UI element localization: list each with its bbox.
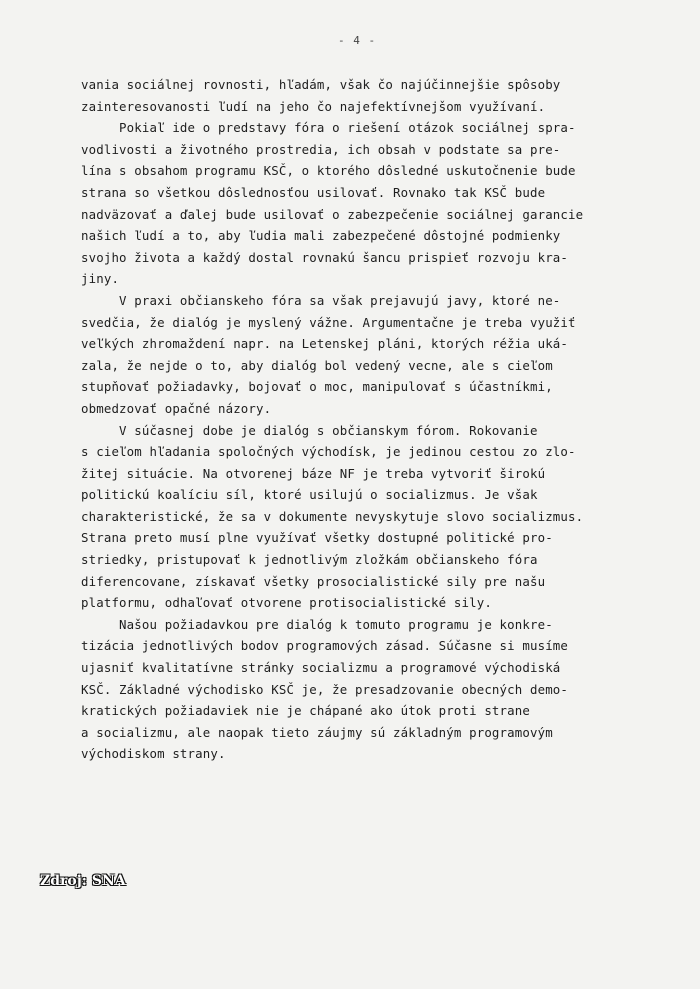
source-label: Zdroj: SNA: [40, 873, 126, 889]
text-line: striedky, pristupovať k jednotlivým zložkám občianskeho fóra: [81, 552, 538, 568]
text-line: Strana preto musí plne využívať všetky dostupné politické pro-: [81, 530, 553, 546]
text-line: a socializmu, ale naopak tieto záujmy sú základným programovým: [81, 724, 553, 740]
text-line: kratických požiadaviek nie je chápané ako útok proti strane: [81, 703, 530, 719]
page-number: - 4 -: [338, 34, 377, 47]
text-line: charakteristické, že sa v dokumente nevyskytuje slovo socializmus.: [81, 508, 584, 524]
text-line: zainteresovanosti ľudí na jeho čo najefektívnejšom využívaní.: [81, 98, 546, 114]
text-line: svojho života a každý dostal rovnakú šancu prispieť rozvoju kra-: [81, 249, 569, 265]
text-line: diferencovane, získavať všetky prosocialistické sily pre našu: [81, 573, 546, 589]
text-line: politickú koalíciu síl, ktoré usilujú o socializmus. Je však: [81, 487, 538, 503]
text-line: svedčia, že dialóg je myslený vážne. Argumentačne je treba využiť: [81, 314, 576, 330]
text-line: žitej situácie. Na otvorenej báze NF je treba vytvoriť širokú: [81, 465, 546, 481]
text-line: stupňovať požiadavky, bojovať o moc, manipulovať s účastníkmi,: [81, 379, 553, 395]
text-line: Našou požiadavkou pre dialóg k tomuto programu je konkre-: [81, 616, 553, 632]
text-line: vodlivosti a životného prostredia, ich obsah v podstate sa pre-: [81, 141, 561, 157]
text-line: obmedzovať opačné názory.: [81, 400, 272, 416]
text-line: nadväzovať a ďalej bude usilovať o zabezpečenie sociálnej garancie: [81, 206, 584, 222]
text-line: ujasniť kvalitatívne stránky socializmu a programové východiská: [81, 660, 561, 676]
text-line: platformu, odhaľovať otvorene protisocialistické sily.: [81, 595, 492, 611]
text-line: strana so všetkou dôslednosťou usilovať. Rovnako tak KSČ bude: [81, 184, 546, 200]
text-line: vania sociálnej rovnosti, hľadám, však čo najúčinnejšie spôsoby: [81, 77, 561, 92]
text-line: V súčasnej dobe je dialóg s občianskym fórom. Rokovanie: [81, 422, 538, 438]
text-line: KSČ. Základné východisko KSČ je, že presadzovanie obecných demo-: [81, 681, 569, 697]
text-line: zala, že nejde o to, aby dialóg bol vedený vecne, ale s cieľom: [81, 357, 553, 373]
body-text: [81, 74, 656, 765]
text-line: našich ľudí a to, aby ľudia mali zabezpečené dôstojné podmienky: [81, 228, 561, 244]
text-line: Pokiaľ ide o predstavy fóra o riešení otázok sociálnej spra-: [81, 120, 576, 136]
text-line: V praxi občianskeho fóra sa však prejavujú javy, ktoré ne-: [81, 292, 561, 308]
text-line: tizácia jednotlivých bodov programových zásad. Súčasne si musíme: [81, 638, 569, 654]
text-line: lína s obsahom programu KSČ, o ktorého dôsledné uskutočnenie bude: [81, 163, 576, 179]
text-line: východiskom strany.: [81, 746, 226, 762]
text-line: veľkých zhromaždení napr. na Letenskej pláni, ktorých réžia uká-: [81, 336, 569, 352]
text-line: jiny.: [81, 271, 120, 287]
text-line: s cieľom hľadania spoločných východísk, je jedinou cestou zo zlo-: [81, 444, 576, 460]
